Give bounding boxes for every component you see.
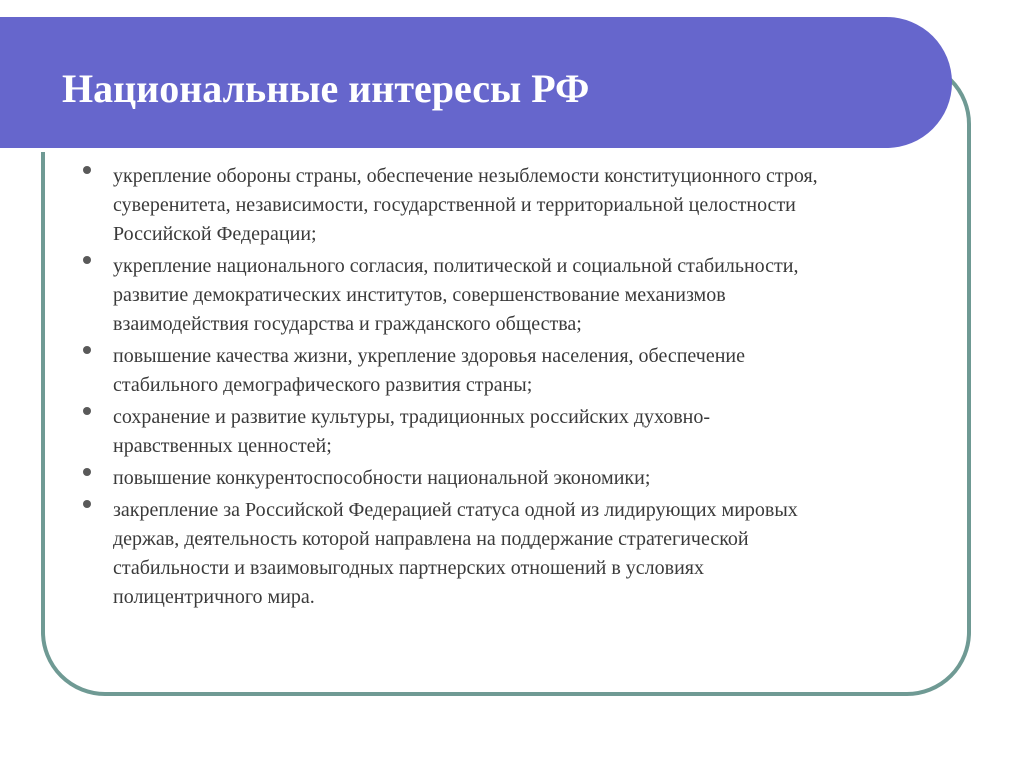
bullet-dot-icon bbox=[83, 500, 91, 508]
bullet-line: укрепление обороны страны, обеспечение незыблемости конституционного строя, bbox=[113, 165, 818, 187]
title-bar bbox=[0, 17, 952, 148]
bullet-item bbox=[80, 496, 960, 612]
bullet-dot-icon bbox=[83, 468, 91, 476]
bullet-line: суверенитета, независимости, государственной и территориальной целостности bbox=[113, 194, 796, 216]
bullet-line: держав, деятельность которой направлена на поддержание стратегической bbox=[113, 528, 749, 550]
bullet-line: стабильности и взаимовыгодных партнерских отношений в условиях bbox=[113, 557, 704, 579]
bullet-line: нравственных ценностей; bbox=[113, 435, 332, 457]
bullet-dot-icon bbox=[83, 407, 91, 415]
bullet-line: укрепление национального согласия, политической и социальной стабильности, bbox=[113, 255, 799, 277]
bullet-line: повышение конкурентоспособности национальной экономики; bbox=[113, 467, 651, 489]
bullet-item bbox=[80, 342, 960, 400]
bullet-item bbox=[80, 403, 960, 461]
bullet-line: Российской Федерации; bbox=[113, 223, 317, 245]
bullet-line: взаимодействия государства и гражданского общества; bbox=[113, 313, 582, 335]
bullet-line: стабильного демографического развития страны; bbox=[113, 374, 533, 396]
bullet-line: полицентричного мира. bbox=[113, 586, 315, 608]
title-underline bbox=[0, 148, 906, 152]
bullet-item bbox=[80, 464, 960, 493]
bullet-line: закрепление за Российской Федерацией статуса одной из лидирующих мировых bbox=[113, 499, 798, 521]
bullet-item bbox=[80, 252, 960, 339]
bullet-line: сохранение и развитие культуры, традиционных российских духовно- bbox=[113, 406, 711, 428]
bullet-list bbox=[80, 162, 960, 615]
bullet-item bbox=[80, 162, 960, 249]
bullet-line: развитие демократических институтов, совершенствование механизмов bbox=[113, 284, 726, 306]
bullet-line: повышение качества жизни, укрепление здоровья населения, обеспечение bbox=[113, 345, 745, 367]
slide-title: Национальные интересы РФ bbox=[62, 66, 590, 111]
bullet-dot-icon bbox=[83, 166, 91, 174]
bullet-dot-icon bbox=[83, 346, 91, 354]
bullet-dot-icon bbox=[83, 256, 91, 264]
